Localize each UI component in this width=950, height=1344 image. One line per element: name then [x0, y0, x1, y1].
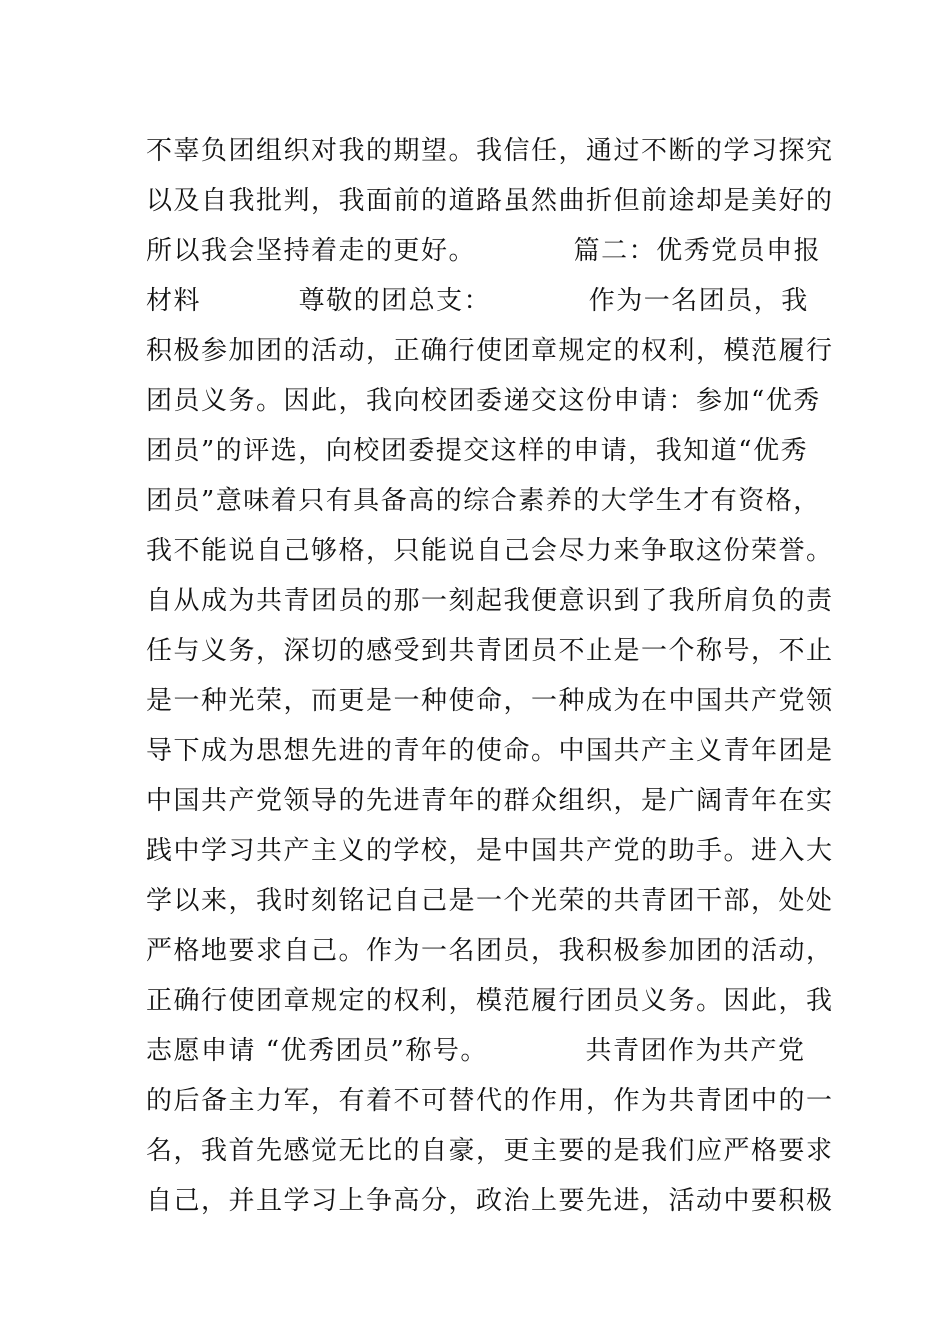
text-line: 正确行使团章规定的权利，模范履行团员义务。因此，我	[146, 986, 834, 1016]
text-line: 所以我会坚持着走的更好。 篇二：优秀党员申报	[146, 236, 822, 266]
text-line: 名，我首先感觉无比的自豪，更主要的是我们应严格要求	[146, 1136, 834, 1166]
text-line: 积极参加团的活动，正确行使团章规定的权利，模范履行	[146, 336, 834, 366]
text-line: 以及自我批判，我面前的道路虽然曲折但前途却是美好的	[146, 186, 834, 216]
text-line: 团员”意味着只有具备高的综合素养的大学生才有资格，	[146, 486, 821, 516]
text-line: 自己，并且学习上争高分，政治上要先进，活动中要积极	[146, 1186, 834, 1216]
text-line: 自从成为共青团员的那一刻起我便意识到了我所肩负的责	[146, 586, 834, 616]
text-line: 是一种光荣，而更是一种使命，一种成为在中国共产党领	[146, 686, 834, 716]
text-line: 不辜负团组织对我的期望。我信任，通过不断的学习探究	[146, 136, 834, 166]
text-line: 材料 尊敬的团总支： 作为一名团员，我	[146, 286, 809, 316]
text-line: 任与义务，深切的感受到共青团员不止是一个称号，不止	[146, 636, 834, 666]
text-line: 严格地要求自己。作为一名团员，我积极参加团的活动，	[146, 936, 834, 966]
text-line: 中国共产党领导的先进青年的群众组织，是广阔青年在实	[146, 786, 834, 816]
text-line: 团员”的评选，向校团委提交这样的申请，我知道“优秀	[146, 436, 809, 466]
text-line: 志愿申请 “优秀团员”称号。 共青团作为共产党	[146, 1036, 806, 1066]
body-text	[146, 126, 834, 1226]
text-line: 学以来，我时刻铭记自己是一个光荣的共青团干部，处处	[146, 886, 834, 916]
text-line: 团员义务。因此，我向校团委递交这份申请：参加“优秀	[146, 386, 821, 416]
text-line: 践中学习共产主义的学校，是中国共产党的助手。进入大	[146, 836, 834, 866]
text-line: 我不能说自己够格，只能说自己会尽力来争取这份荣誉。	[146, 536, 834, 566]
text-line: 导下成为思想先进的青年的使命。中国共产主义青年团是	[146, 736, 834, 766]
text-line: 的后备主力军，有着不可替代的作用，作为共青团中的一	[146, 1086, 834, 1116]
